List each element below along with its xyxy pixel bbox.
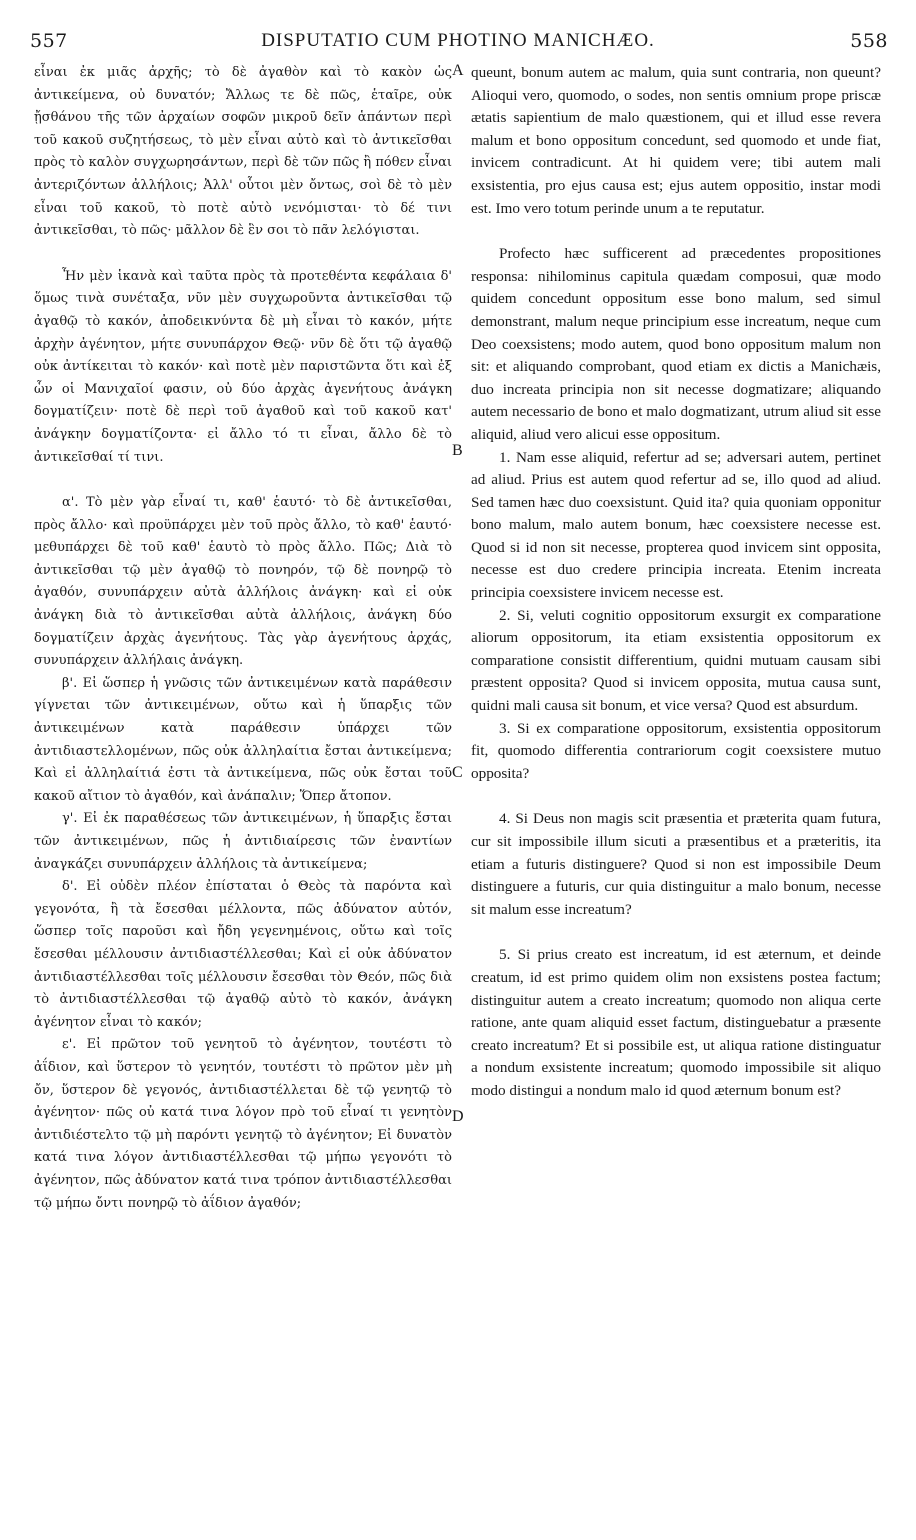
page-number-left: 557 [30, 30, 68, 52]
margin-letter-c: C [452, 764, 463, 781]
paragraph-gap [34, 243, 452, 266]
greek-paragraph: γ'. Εἰ ἐκ παραθέσεως τῶν ἀντικειμένων, ἡ ὕπαρξις ἔσται τῶν ἀντικειμένων, πῶς ἡ ἀντιδιαίρεσις τῶν ἐναντίων ἀναγκάζει συνυπάρχειν ἀλλήλοις τὰ ἀντικείμενα; [34, 811, 452, 872]
latin-paragraph: 2. Si, veluti cognitio oppositorum exsurgit ex comparatione aliorum oppositorum, ita etiam exsistentia oppositorum ex comparatione consistit differentium, quidni mutuam causam sibi præstent opposita? Quod si invicem opposita, mutua causa sunt, quidni mali causa sit bonum, et vice versa? Quod est absurdum. [471, 606, 881, 715]
latin-paragraph: 1. Nam esse aliquid, refertur ad se; adversari autem, pertinet ad aliud. Prius est autem quod refertur ad se, illo quod ad aliud. Sed tamen hæc duo coexsistunt. Quid ita? quia quoniam opponitur bono malum, malo autem bonum, hæc coexsistere necesse est. Quod si id non sit necesse, propterea quod invicem sint opposita, necesse est duo credere principia increata. Etenim increata principia coexsistere invicem necesse est. [471, 448, 881, 602]
page-header [0, 30, 916, 58]
greek-column [34, 62, 452, 1215]
margin-letter-d: D [452, 1108, 464, 1125]
greek-paragraph: εἶναι ἐκ μιᾶς ἀρχῆς; τὸ δὲ ἀγαθὸν καὶ τὸ κακὸν ὡς ἀντικείμενα, οὐ δυνατόν; Ἄλλως τε δὲ πῶς, ἑταῖρε, οὐκ ᾔσθάνου τῆς τῶν ἀρχαίων σοφῶν μικροῦ δεῖν ἁπάντων περὶ τοῦ κακοῦ συζητήσεως, τὸ μὲν εἶναι αὐτὸ καὶ τὸ ἀντικεῖσθαι πρὸς τὸ καλὸν συγχωρησάντων, περὶ δὲ τῶν πῶς ἢ πόθεν εἶναι ἀντεριζόντων ἀλλήλοις; Ἀλλ' οὗτοι μὲν ὄντως, σοὶ δὲ τὸ μὲν εἶναι τοῦ κακοῦ, τὸ ποτὲ αὐτὸ νενόμισται· τὸ δέ τινι ἀντικεῖσθαι, τὸ πῶς· μᾶλλον δὲ ἓν σοι τὸ πᾶν λελόγισται. [34, 65, 452, 239]
latin-paragraph: 3. Si ex comparatione oppositorum, exsistentia oppositorum fit, quomodo differentia contrariorum cogit coexsistere mutuo opposita? [471, 719, 881, 782]
margin-letter-b: B [452, 442, 463, 459]
paragraph-gap [471, 220, 881, 243]
page-number-right: 558 [850, 30, 888, 52]
greek-paragraph: ε'. Εἰ πρῶτον τοῦ γενητοῦ τὸ ἀγένητον, τουτέστι τὸ ἀΐδιον, καὶ ὕστερον τὸ γενητόν, τουτέστι τὸ πρῶτον μὲν μὴ ὄν, ὕστερον δὲ γεγονός, ἀντιδιαστέλλεται δὲ τῷ γενητῷ τὸ ἀγένητον· πῶς οὐ κατά τινα λόγον πρὸ τοῦ εἶναί τι γενητὸν ἀντιδιέστελτο τῷ μὴ παρόντι γενητῷ τὸ ἀγένητον; Εἰ δυνατὸν κατά τινα λόγον ἀντιδιαστέλλεσθαι τῷ μήπω γεγονότι τὸ ἀγένητον, πῶς ἀδύνατον κατά τινα τρόπον ἀντιδιαστέλλεσθαι τῷ μήπω ὄντι πονηρῷ τὸ ἀΐδιον ἀγαθόν; [34, 1037, 452, 1211]
greek-paragraph: δ'. Εἰ οὐδὲν πλέον ἐπίσταται ὁ Θεὸς τὰ παρόντα καὶ γεγονότα, ἢ τὰ ἔσεσθαι μέλλοντα, πῶς ἀδύνατον αὐτόν, ὥσπερ τοῖς παροῦσι καὶ ἤδη γεγενημένοις, οὕτω καὶ τοῖς ἔσεσθαι μέλλουσιν ἀντιδιαστέλλεσθαι; Καὶ εἰ οὐκ ἀδύνατον ἀντιδιαστέλλεσθαι τοῖς μέλλουσιν ἔσεσθαι τὸν Θεόν, πῶς διὰ τὸ ἀντιδιαστέλλεσθαι τῷ ἀγαθῷ αὐτὸ τὸ κακόν, ἀνάγκη ἀγένητον εἶναι τὸ κακόν; [34, 879, 452, 1030]
margin-letter-a: A [452, 62, 464, 79]
latin-paragraph: 5. Si prius creato est increatum, id est æternum, et deinde creatum, id est primo quidem olim non exsistens postea factum; distinguitur autem a creato increatum; quomodo non aliqua certe ratione, ante quam aliquid esset factum, distinguebatur a præsente creato increatum? Et si possibile est, ut aliqua ratione distinguatur a nondum exsistente increatum; quomodo impossibile sit aliquo modo distingui a nondum malo id quod æternum bonum est? [471, 946, 881, 1099]
latin-paragraph: queunt, bonum autem ac malum, quia sunt contraria, non queunt? Alioqui vero, quomodo, o sodes, non sentis omnium prope priscæ ætatis sapientium de malo quæstionem, qui et illud esse revera malum et bono oppositum concedunt, sed quomodo et unde fiat, invicem contradicunt. At hi quidem vere; tibi autem mali exsistentia, pro ejus causa est; ejus autem oppositio, instar modi est. Imo vero totum perinde unum a te reputatur. [471, 64, 881, 217]
latin-column [471, 62, 881, 1103]
paragraph-gap [471, 785, 881, 808]
running-title: DISPUTATIO CUM PHOTINO MANICHÆO. [261, 30, 655, 51]
latin-paragraph: 4. Si Deus non magis scit præsentia et præterita quam futura, cur sit impossibile illum sicuti a præsentibus et a præteritis, ita etiam a futuris distinguere? Quod si non est impossibile Deum distinguere a futuris, cur quia distinguitur a malo bonum, necesse sit malum esse increatum? [471, 810, 881, 918]
greek-paragraph: α'. Τὸ μὲν γὰρ εἶναί τι, καθ' ἑαυτό· τὸ δὲ ἀντικεῖσθαι, πρὸς ἄλλο· καὶ προϋπάρχει μὲν τοῦ πρὸς ἄλλο, τὸ καθ' ἑαυτό· μεθυπάρχει δὲ τοῦ καθ' ἑαυτὸ τὸ πρὸς ἄλλο. Πῶς; Διὰ τὸ ἀντικεῖσθαι τῷ μὲν ἀγαθῷ τὸ πονηρόν, τῷ δὲ πονηρῷ τὸ ἀγαθόν, συνυπάρχειν αὐτὰ ἀλλήλοις ἀνάγκη· καὶ εἰ οὐκ ἀνάγκη διὰ τὸ ἀντικεῖσθαι αὐτὰ ἀλλήλοις, ἀνάγκη δύο δογματίζειν ἀρχὰς ἀγενήτους. Τὰς γὰρ ἀγενήτους ἀρχάς, συνυπάρχειν ἀλλήλαις ἀνάγκη. [34, 495, 452, 669]
greek-paragraph: β'. Εἰ ὥσπερ ἡ γνῶσις τῶν ἀντικειμένων κατὰ παράθεσιν γίγνεται τῶν ἀντικειμένων, οὕτω καὶ ἡ ὕπαρξις τῶν ἀντικειμένων κατὰ παράθεσιν ὑπάρχει τῶν ἀντιδιαστελλομένων, πῶς οὐκ ἀλληλαίτια ἔσται ἀντικείμενα; Καὶ εἰ ἀλληλαίτιά ἐστι τὰ ἀντικείμενα, πῶς οὐκ ἔσται τοῦ κακοῦ αἴτιον τὸ ἀγαθόν, καὶ ἀνάπαλιν; Ὅπερ ἄτοπον. [34, 675, 452, 804]
latin-paragraph: Profecto hæc sufficerent ad præcedentes propositiones responsa: nihilominus capitula quædam composui, quæ modo quidem concedunt oppositum esse bono malum, sed simul demonstrant, malum neque principium esse increatum, neque cum Deo coexsistens; modo autem, quod bono oppositum malum non sit: et aliquando comprobant, quod etiam ex dictis a Manichæis, duo increata principia non sit necesse dogmatizare; aliquando autem necessario de bono et malo dogmatizant, utrum aliud sit esse aliquid, aliud vero alicui esse oppositum. [471, 245, 881, 443]
paragraph-gap [34, 469, 452, 492]
paragraph-gap [471, 921, 881, 944]
greek-paragraph: Ἦν μὲν ἱκανὰ καὶ ταῦτα πρὸς τὰ προτεθέντα κεφάλαια δ' ὅμως τινὰ συνέταξα, νῦν μὲν συγχωροῦντα ἀντικεῖσθαι τῷ ἀγαθῷ τὸ κακόν, ἀποδεικνύντα δὲ μὴ εἶναι τὸ κακόν, μήτε ἀρχὴν ἀγένητον, μήτε συνυπάρχον Θεῷ· νῦν δὲ ὅτι τῷ ἀγαθῷ οὐκ ἀντίκειται τὸ κακόν· καὶ ποτὲ μὲν παριστῶντα ὅτι καὶ ἐξ ὧν οἱ Μανιχαῖοί φασιν, οὐ δύο ἀρχὰς ἀγενήτους ἀνάγκη δογματίζειν· ποτὲ δὲ περὶ τοῦ ἀγαθοῦ καὶ τοῦ κακοῦ κατ' ἀνάγκην δογματίζοντα· εἰ ἄλλο τό τι εἶναι, ἄλλο δὲ τὸ ἀντικεῖσθαί τί τινι. [34, 268, 452, 465]
